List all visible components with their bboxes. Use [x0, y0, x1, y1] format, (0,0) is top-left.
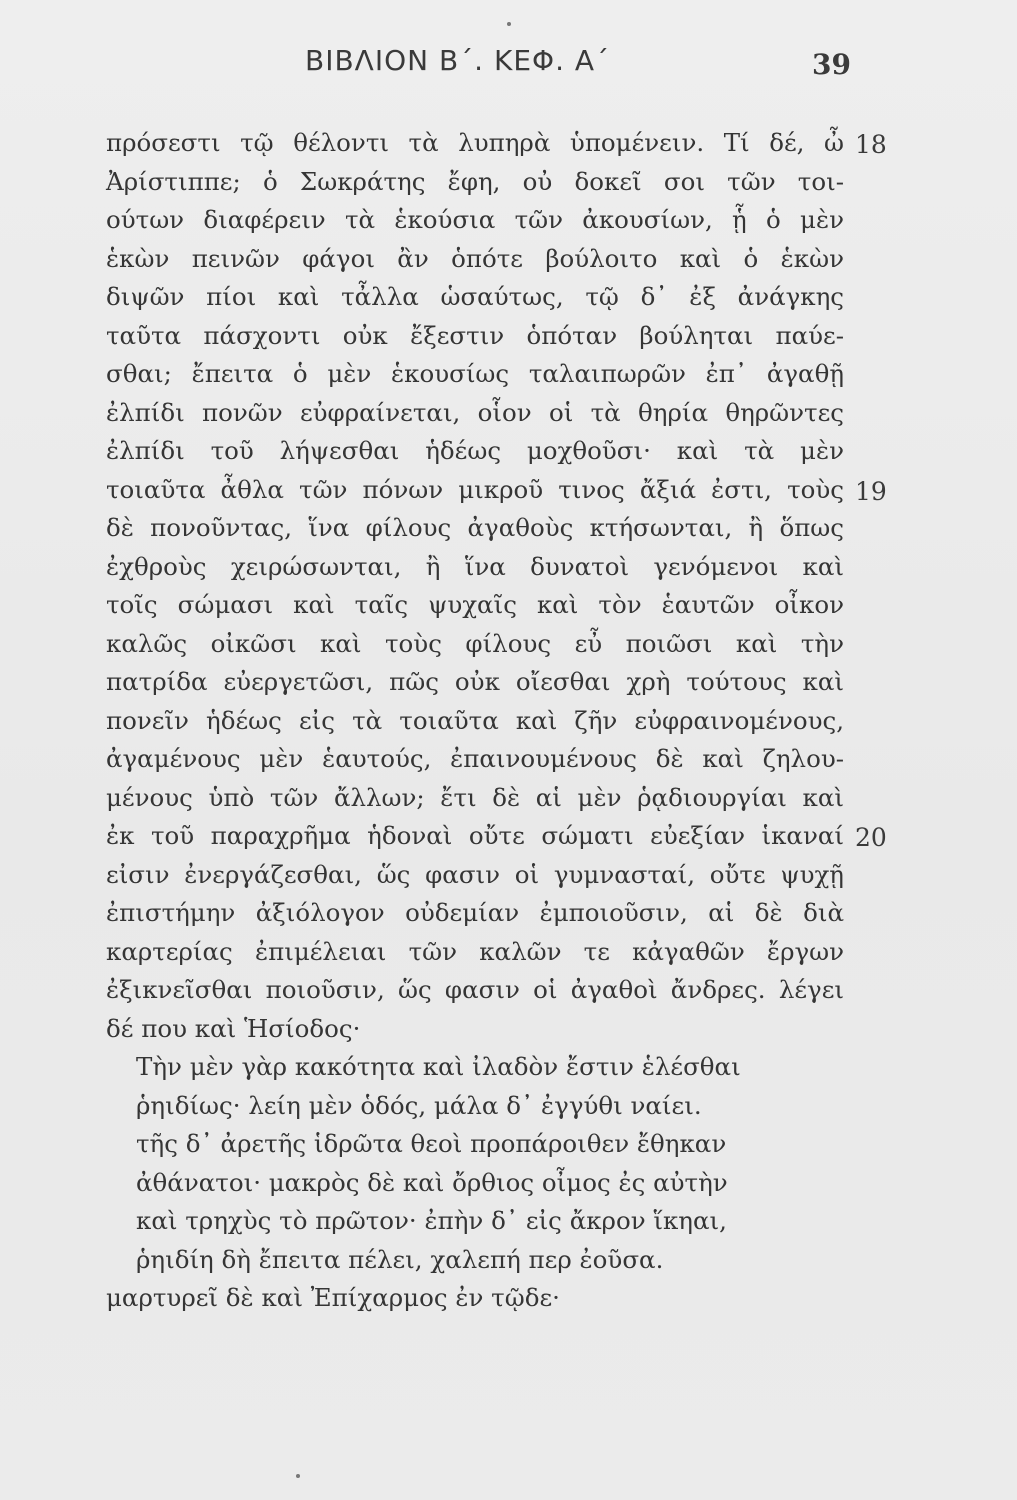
- body-text: [106, 124, 844, 1318]
- text-line: δέ που καὶ Ἡσίοδος·: [106, 1013, 361, 1043]
- text-line: ἐπιστήμην ἀξιόλογον οὐδεμίαν ἐμποιοῦσιν, αἱ δὲ διὰ: [106, 898, 844, 927]
- section-number-19: 19: [855, 477, 887, 506]
- text-line: ἐκ τοῦ παραχρῆμα ἡδοναὶ οὔτε σώματι εὐεξίαν ἱκαναί: [106, 821, 844, 850]
- text-line: σθαι; ἔπειτα ὁ μὲν ἑκουσίως ταλαιπωρῶν ἐπ᾽ ἀγαθῇ: [106, 359, 844, 388]
- print-speck: [296, 1474, 300, 1478]
- print-speck: [507, 22, 511, 26]
- text-line: διψῶν πίοι καὶ τἆλλα ὡσαύτως, τῷ δ᾽ ἐξ ἀνάγκης: [106, 282, 844, 311]
- text-line: Ἀρίστιππε; ὁ Σωκράτης ἔφη, οὐ δοκεῖ σοι τῶν τοι-: [106, 166, 844, 196]
- text-line: ἑκὼν πεινῶν φάγοι ἂν ὁπότε βούλοιτο καὶ ὁ ἑκὼν: [106, 243, 844, 273]
- verse-line: ῥηιδίη δὴ ἔπειτα πέλει, χαλεπή περ ἐοῦσα.: [136, 1244, 664, 1274]
- text-line: πρόσεστι τῷ θέλοντι τὰ λυπηρὰ ὑπομένειν. Τί δέ, ὦ: [106, 128, 844, 157]
- text-line: μένους ὑπὸ τῶν ἄλλων; ἔτι δὲ αἱ μὲν ῥᾳδιουργίαι καὶ: [106, 782, 844, 812]
- text-line: πονεῖν ἡδέως εἰς τὰ τοιαῦτα καὶ ζῆν εὐφραινομένους,: [106, 705, 844, 735]
- section-number-18: 18: [855, 130, 887, 159]
- page-number: 39: [812, 48, 851, 81]
- text-line: ἐλπίδι τοῦ λήψεσθαι ἡδέως μοχθοῦσι· καὶ τὰ μὲν: [106, 436, 844, 465]
- text-line: ἀγαμένους μὲν ἑαυτούς, ἐπαινουμένους δὲ καὶ ζηλου-: [106, 744, 844, 773]
- text-line: ἐλπίδι πονῶν εὐφραίνεται, οἷον οἱ τὰ θηρία θηρῶντες: [106, 397, 844, 427]
- verse-line: καὶ τρηχὺς τὸ πρῶτον· ἐπὴν δ᾽ εἰς ἄκρον ἵκηαι,: [136, 1206, 727, 1235]
- text-line: ἐχθροὺς χειρώσωνται, ἢ ἵνα δυνατοὶ γενόμενοι καὶ: [106, 551, 844, 581]
- verse-line: ἀθάνατοι· μακρὸς δὲ καὶ ὄρθιος οἶμος ἐς αὐτὴν: [136, 1167, 728, 1197]
- text-line: πατρίδα εὐεργετῶσι, πῶς οὐκ οἴεσθαι χρὴ τούτους καὶ: [106, 667, 844, 696]
- text-line: καρτερίας ἐπιμέλειαι τῶν καλῶν τε κἀγαθῶν ἔργων: [106, 936, 844, 966]
- text-line: τοῖς σώμασι καὶ ταῖς ψυχαῖς καὶ τὸν ἑαυτῶν οἶκον: [106, 590, 844, 619]
- page-header: [0, 44, 1017, 94]
- text-line: ταῦτα πάσχοντι οὐκ ἔξεστιν ὁπόταν βούληται παύε-: [106, 320, 844, 350]
- text-line: ἐξικνεῖσθαι ποιοῦσιν, ὥς φασιν οἱ ἀγαθοὶ ἄνδρες. λέγει: [106, 975, 844, 1004]
- verse-line: ῥηιδίως· λείη μὲν ὁδός, μάλα δ᾽ ἐγγύθι ναίει.: [136, 1090, 702, 1120]
- verse-line: τῆς δ᾽ ἀρετῆς ἱδρῶτα θεοὶ προπάροιθεν ἔθηκαν: [136, 1129, 727, 1158]
- closing-line: μαρτυρεῖ δὲ καὶ Ἐπίχαρμος ἐν τῷδε·: [106, 1283, 560, 1312]
- section-number-20: 20: [855, 823, 887, 852]
- running-title: ΒΙΒΛΙΟΝ Β΄. ΚΕΦ. Α΄: [305, 44, 611, 77]
- text-line: ούτων διαφέρειν τὰ ἑκούσια τῶν ἀκουσίων, ᾗ ὁ μὲν: [106, 205, 844, 234]
- verse-line: Τὴν μὲν γὰρ κακότητα καὶ ἰλαδὸν ἔστιν ἑλέσθαι: [136, 1052, 741, 1081]
- text-line: εἰσιν ἐνεργάζεσθαι, ὥς φασιν οἱ γυμνασταί, οὔτε ψυχῇ: [106, 859, 844, 889]
- text-line: καλῶς οἰκῶσι καὶ τοὺς φίλους εὖ ποιῶσι καὶ τὴν: [106, 628, 844, 658]
- text-line: δὲ πονοῦντας, ἵνα φίλους ἀγαθοὺς κτήσωνται, ἢ ὅπως: [106, 513, 844, 542]
- text-line: τοιαῦτα ἆθλα τῶν πόνων μικροῦ τινος ἄξιά ἐστι, τοὺς: [106, 474, 844, 504]
